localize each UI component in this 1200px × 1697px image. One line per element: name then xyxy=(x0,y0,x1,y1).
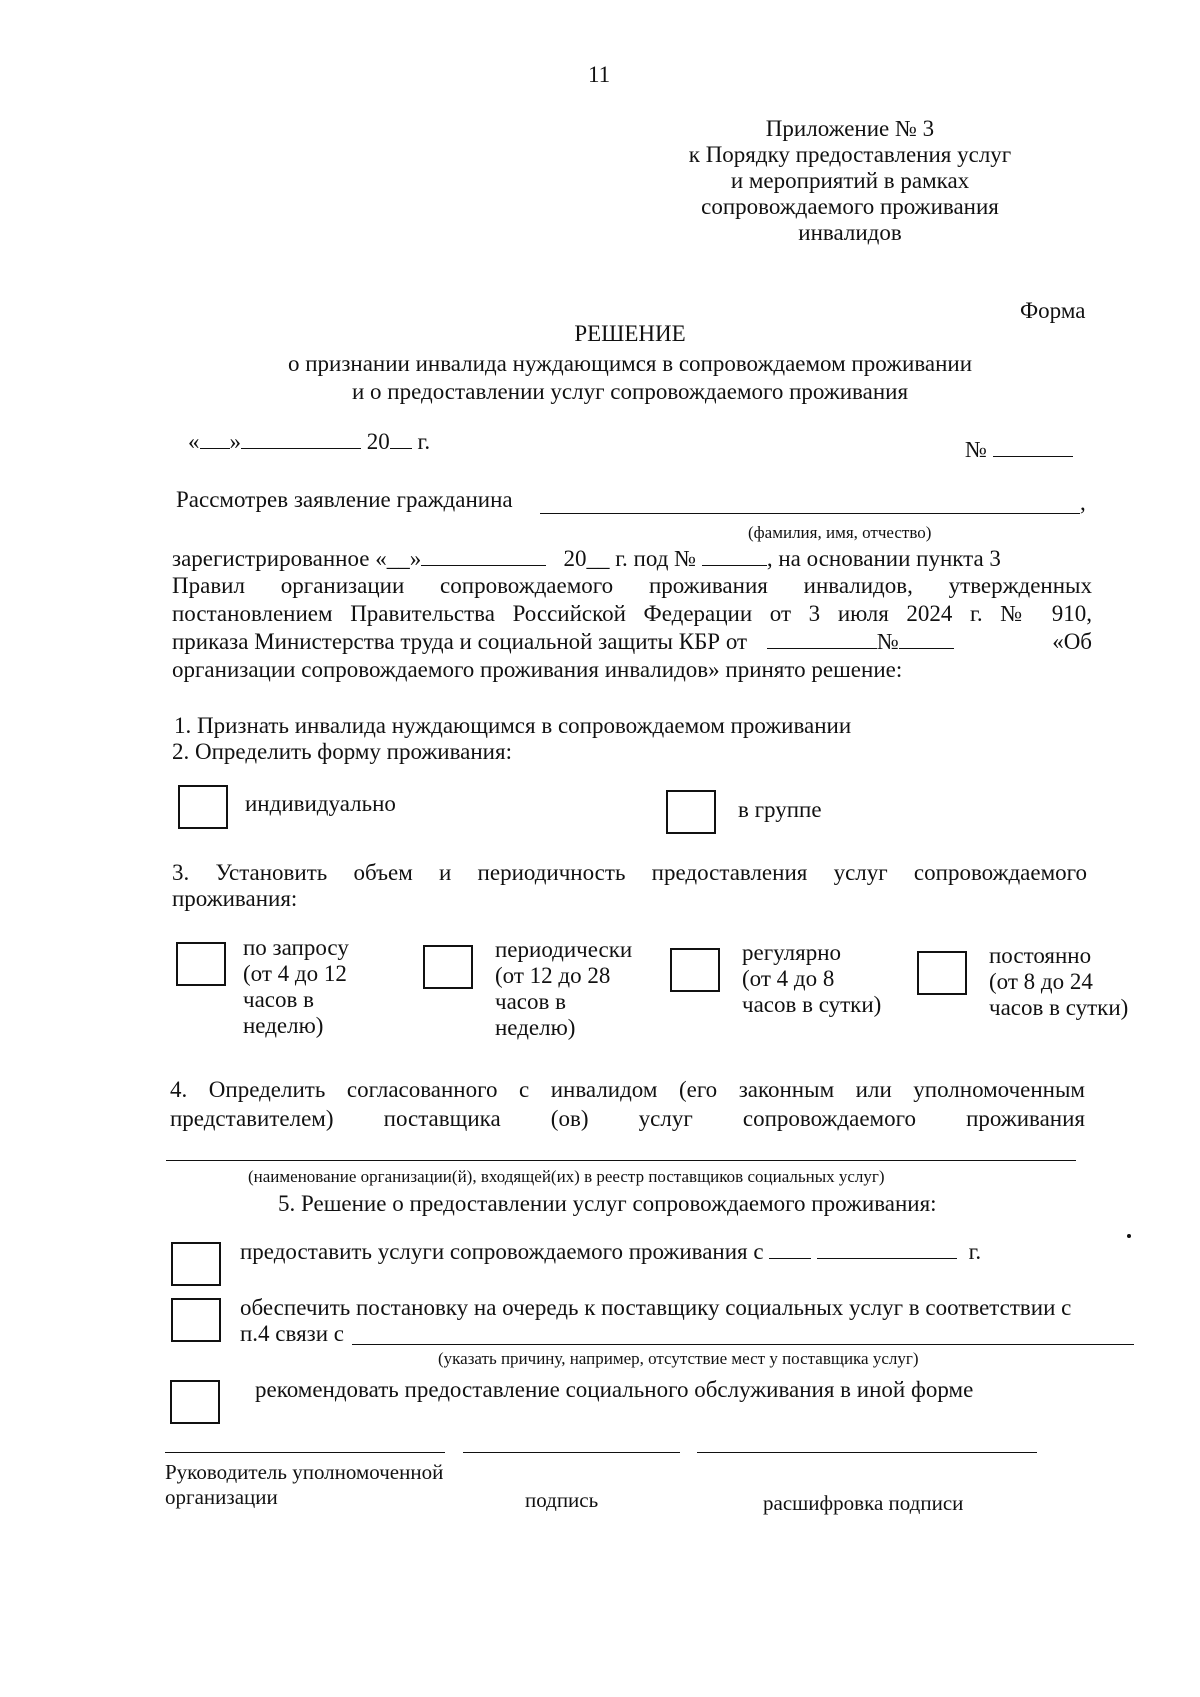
registered-label: зарегистрированное «__» xyxy=(172,546,422,571)
provide-services-end: г. xyxy=(968,1239,982,1264)
option-line: (от 4 до 8 xyxy=(742,966,835,991)
decode-line xyxy=(697,1452,1037,1453)
option-on-request xyxy=(243,935,349,1039)
sign-line xyxy=(463,1452,680,1453)
registered-year: 20__ г. под № xyxy=(563,546,697,571)
checkbox-permanent[interactable] xyxy=(917,951,967,995)
date-line xyxy=(188,429,430,455)
intro-line5: организации сопровождаемого проживания инвалидов» принято решение: xyxy=(172,657,903,682)
considered-label: Рассмотрев заявление гражданина xyxy=(176,487,513,512)
provider-line xyxy=(166,1160,1076,1161)
option-line: (от 8 до 24 xyxy=(989,969,1093,994)
intro-line4-end: «Об xyxy=(1052,629,1092,654)
option-line: (от 4 до 12 xyxy=(243,961,347,986)
checkbox-group[interactable] xyxy=(666,790,716,834)
appendix-line: к Порядку предоставления услуг xyxy=(688,142,1012,167)
option-line: часов в xyxy=(243,987,314,1012)
option-group-label: в группе xyxy=(738,797,822,822)
checkbox-periodic[interactable] xyxy=(423,945,473,989)
intro-line4-start: приказа Министерства труда и социальной защиты КБР от xyxy=(172,629,748,654)
page-number: 11 xyxy=(588,62,611,87)
appendix-line: и мероприятий в рамках xyxy=(730,168,970,193)
head-title-line2: организации xyxy=(165,1485,278,1509)
considered-end: , xyxy=(1080,490,1086,515)
item5-heading: 5. Решение о предоставлении услуг сопровождаемого проживания: xyxy=(278,1191,937,1216)
checkbox-regular[interactable] xyxy=(670,948,720,992)
option-line: (от 12 до 28 xyxy=(495,963,611,988)
fio-line xyxy=(540,513,1080,514)
option-line: часов в сутки) xyxy=(742,992,882,1017)
option-line: неделю) xyxy=(243,1013,324,1038)
item3-line1: 3. Установить объем и периодичность предоставления услуг сопровождаемого xyxy=(172,860,1087,885)
document-heading: РЕШЕНИЕ xyxy=(574,321,686,346)
intro-line2: Правил организации сопровождаемого проживания инвалидов, утвержденных xyxy=(172,573,1092,598)
option-periodic xyxy=(495,937,632,1041)
option-individual-label: индивидуально xyxy=(245,791,396,816)
document-number xyxy=(965,437,1073,463)
item4-line1: 4. Определить согласованного с инвалидом (его законным или уполномоченным xyxy=(170,1077,1085,1102)
stray-dot xyxy=(1127,1234,1131,1238)
appendix-block xyxy=(680,116,1020,246)
option-line: часов в сутки) xyxy=(989,995,1129,1020)
document-title-line1: о признании инвалида нуждающимся в сопровождаемом проживании xyxy=(287,351,973,376)
head-signature-line xyxy=(165,1452,445,1453)
option-line: постоянно xyxy=(989,943,1092,968)
option-line: неделю) xyxy=(495,1015,576,1040)
provider-caption: (наименование организации(й), входящей(их) в реестр поставщиков социальных услуг) xyxy=(248,1167,885,1186)
intro-line4 xyxy=(172,629,1092,655)
queue-line2: п.4 связи с xyxy=(240,1321,345,1346)
document-title-line2: и о предоставлении услуг сопровождаемого проживания xyxy=(351,379,909,404)
option-permanent xyxy=(989,943,1128,1021)
queue-line1: обеспечить постановку на очередь к поставщику социальных услуг в соответствии с xyxy=(240,1295,1072,1320)
queue-caption: (указать причину, например, отсутствие мест у поставщика услуг) xyxy=(438,1349,919,1368)
intro-line3: постановлением Правительства Российской Федерации от 3 июля 2024 г. № 910, xyxy=(172,601,1092,626)
date-close-quote: » xyxy=(229,429,241,454)
appendix-line: Приложение № 3 xyxy=(765,116,935,141)
checkbox-individual[interactable] xyxy=(178,785,228,829)
option-line: по запросу xyxy=(243,935,349,960)
registered-line xyxy=(172,546,1001,572)
option-regular xyxy=(742,940,881,1018)
checkbox-queue[interactable] xyxy=(171,1298,221,1342)
number-label: № xyxy=(965,437,987,462)
sign-caption: подпись xyxy=(525,1488,599,1512)
appendix-line: инвалидов xyxy=(798,220,902,245)
fio-caption: (фамилия, имя, отчество) xyxy=(748,523,932,542)
option-line: периодически xyxy=(495,937,633,962)
date-year-prefix: 20 xyxy=(366,429,390,454)
item1-text: 1. Признать инвалида нуждающимся в сопровождаемом проживании xyxy=(174,713,852,738)
option-line: часов в xyxy=(495,989,566,1014)
registered-basis: , на основании пункта 3 xyxy=(766,546,1001,571)
date-open-quote: « xyxy=(188,429,200,454)
provide-services-text: предоставить услуги сопровождаемого проживания с xyxy=(240,1239,764,1264)
item4-line2: представителем) поставщика (ов) услуг сопровождаемого проживания xyxy=(170,1106,1085,1131)
checkbox-provide-services[interactable] xyxy=(171,1242,221,1286)
date-year-suffix: г. xyxy=(417,429,431,454)
intro-line4-no: № xyxy=(876,629,899,654)
option-provide-services xyxy=(240,1239,981,1265)
form-label: Форма xyxy=(1020,298,1086,323)
item3-line2: проживания: xyxy=(172,886,298,911)
item2-text: 2. Определить форму проживания: xyxy=(172,739,512,764)
checkbox-other-form[interactable] xyxy=(170,1380,220,1424)
appendix-line: сопровождаемого проживания xyxy=(701,194,999,219)
head-title-line1: Руководитель уполномоченной xyxy=(165,1460,444,1484)
other-form-text: рекомендовать предоставление социального обслуживания в иной форме xyxy=(255,1377,974,1402)
decode-caption: расшифровка подписи xyxy=(763,1491,964,1515)
option-line: регулярно xyxy=(742,940,841,965)
checkbox-on-request[interactable] xyxy=(176,942,226,986)
queue-reason-line xyxy=(352,1344,1134,1345)
